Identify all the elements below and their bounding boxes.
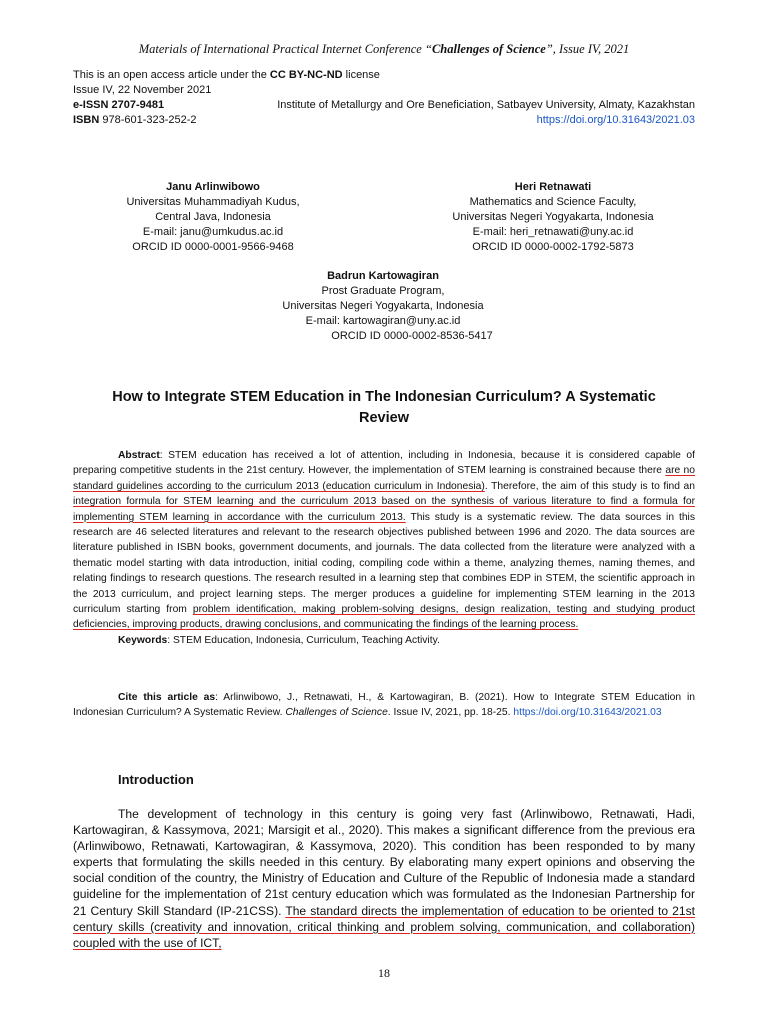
running-head: Materials of International Practical Internet Conference “Challenges of Science”, Issue IV, 2021 [138, 42, 630, 56]
isbn-line: ISBN 978-601-323-252-2 https://doi.org/10.31643/2021.03 [73, 114, 695, 126]
license-link[interactable]: CC BY-NC-ND [269, 69, 343, 81]
license-line: This is an open access article under the CC BY-NC-ND license [73, 69, 380, 81]
author-2-email: E-mail: heri_retnawati@uny.ac.id [472, 226, 634, 238]
abstract: Abstract: STEM education has received a lot of attention, including in Indonesia, because it is considered capable of preparing competitive students in the 21st century. However, the implementation of STEM learning is constrained because there are no standard guidelines according to the curriculum 2013 (education curriculum in Indonesia). Therefore, the aim of this study is to find an integration formula for STEM learning and the curriculum 2013 based on the synthesis of various literature to find a formula for implementing STEM learning in accordance with the curriculum 2013. This study is a systematic review. The data sources in this research are 46 selected literatures and relevant to the research objectives published between 1996 and 2020. The data sources are literature published in ISBN books, government documents, and journals. The data collected from the literature were analyzed with a thematic model starting with data introduction, initial coding, compiling code within a theme, analyzing themes, naming themes, and relating findings to research questions. The research resulted in a learning step that combines EDP in STEM, the scientific approach in the 2013 curriculum, and project learning steps. The merger produces a guideline for implementing STEM learning in the 2013 curriculum starting from problem identification, making problem-solving designs, design realization, testing and studying product deficiencies, improving products, drawing conclusions, and communicating the findings of the learning process. Keywords: STEM Education, Indonesia, Curriculum, Teaching Activity. [73, 448, 695, 648]
issue-date: Issue IV, 22 November 2021 [73, 84, 212, 96]
doi-link[interactable]: https://doi.org/10.31643/2021.03 [536, 114, 695, 126]
author-1-email: E-mail: janu@umkudus.ac.id [142, 226, 284, 238]
introduction-heading: Introduction [118, 772, 194, 787]
author-3-email: E-mail: kartowagiran@uny.ac.id [305, 315, 461, 327]
introduction-body: The development of technology in this century is going very fast (Arlinwibowo, Retnawati, Hadi, Kartowagiran, & Kassymova, 2021; Marsigit et al., 2020). This makes a significant difference from the previous era (Arlinwibowo, Retnawati, Kartowagiran, & Kassymova, 2020). This condition has been responded to by many experts that formulating the skills needed in this century. By elaborating many expert opinions and observing the social condition of the country, the Ministry of Education and Culture of the Republic of Indonesia made a standard guideline for the implementation of 21st century education which was formulated as the Indonesian Partnership for 21 Century Skill Standard (IP-21CSS). The standard directs the implementation of education to be oriented to 21st century skills (creativity and innovation, critical thinking and problem solving, communication, and collaboration) coupled with the use of ICT, [73, 807, 696, 950]
author-2: Heri Retnawati Mathematics and Science Faculty, Universitas Negeri Yogyakarta, Indonesia E-mail: heri_retnawati@uny.ac.id ORCID ID 0000-0002-1792-5873 [413, 180, 693, 255]
cite-doi-link[interactable]: https://doi.org/10.31643/2021.03 [513, 707, 662, 719]
paper-title: How to Integrate STEM Education in The Indonesian Curriculum? A Systematic Review [112, 389, 656, 426]
author-3: Badrun Kartowagiran Prost Graduate Program, Universitas Negeri Yogyakarta, Indonesia E-mail: kartowagiran@uny.ac.id ORCID ID 0000-0002-8536-5417 [253, 269, 513, 344]
citation-block: Cite this article as: Arlinwibowo, J., Retnawati, H., & Kartowagiran, B. (2021). How to Integrate STEM Education in Indonesian Curriculum? A Systematic Review. Challenges of Science. Issue IV, 2021, pp. 18-25. https://doi.org/10.31643/2021.03 [73, 692, 695, 719]
eissn-line: e-ISSN 2707-9481 Institute of Metallurgy and Ore Beneficiation, Satbayev University, Almaty, Kazakhstan [73, 99, 695, 111]
keywords: Keywords: STEM Education, Indonesia, Curriculum, Teaching Activity. [118, 634, 440, 646]
author-1: Janu Arlinwibowo Universitas Muhammadiyah Kudus, Central Java, Indonesia E-mail: janu@umkudus.ac.id ORCID ID 0000-0001-9566-9468 [83, 180, 343, 255]
institute: Institute of Metallurgy and Ore Beneficiation, Satbayev University, Almaty, Kazakhstan [277, 99, 695, 111]
page-number: 18 [378, 966, 390, 980]
article-meta [73, 68, 695, 128]
